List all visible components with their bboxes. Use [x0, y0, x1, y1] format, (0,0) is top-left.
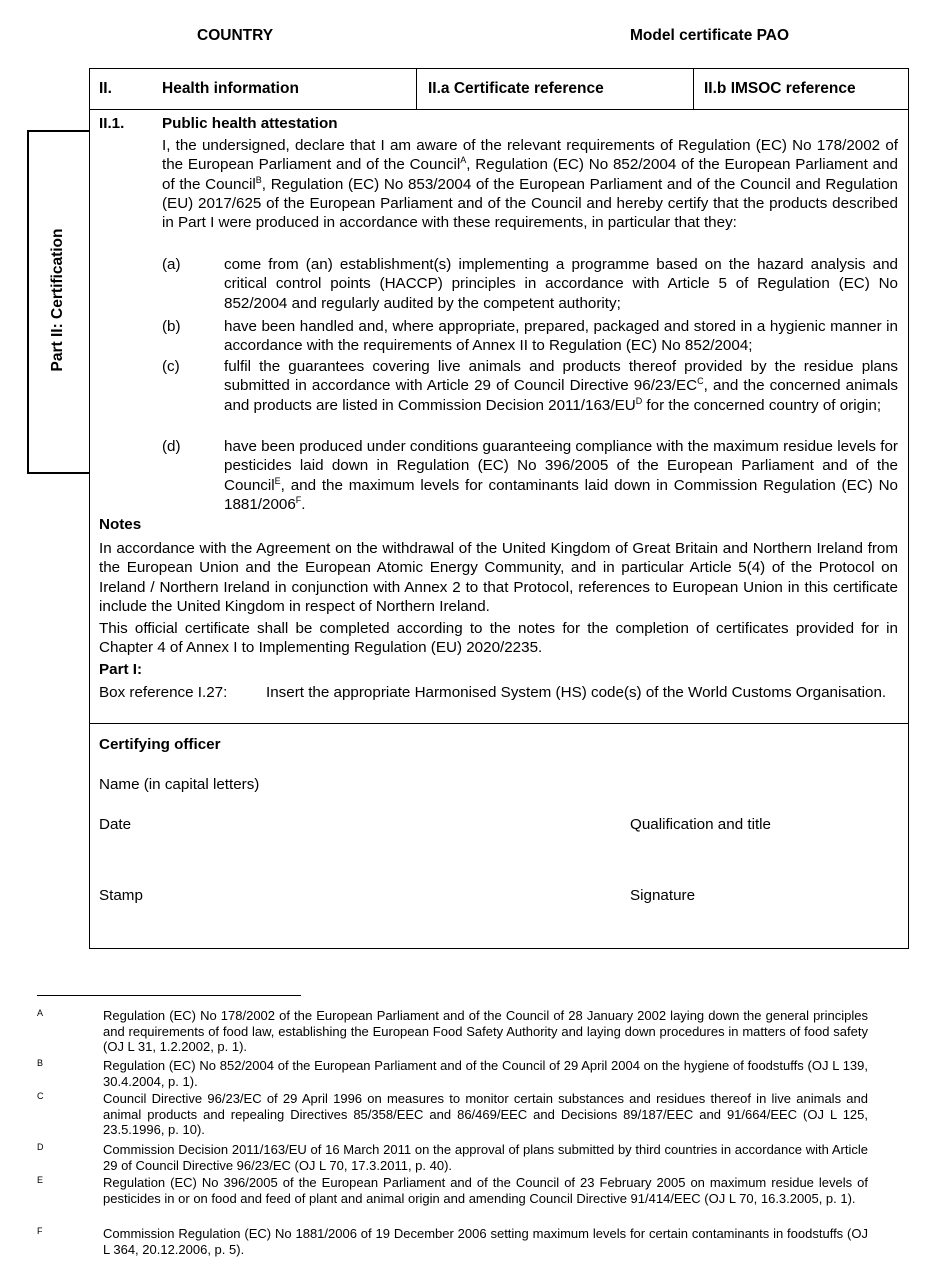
footnote-text: Commission Decision 2011/163/EU of 16 March 2011 on the approval of plans submitted by third countries in accordance with Article 29 of Council Directive 96/23/EC (OJ L 70, 17.3.2011, p. 40).	[103, 1142, 868, 1173]
footnote-ref: C	[697, 376, 704, 387]
footnote-ref: E	[274, 475, 281, 486]
footnote-ref: D	[635, 395, 643, 406]
signature-field-label: Signature	[630, 887, 696, 904]
footnote-text: Regulation (EC) No 852/2004 of the European Parliament and of the Council of 29 April 2004 on the hygiene of foodstuffs (OJ L 139, 30.4.2004, p. 1).	[103, 1058, 868, 1089]
footnote-mark: C	[37, 1091, 44, 1101]
footnote-mark: B	[37, 1058, 44, 1068]
certificate-reference-cell: II.a Certificate reference	[428, 80, 604, 97]
box-reference-label: Box reference I.27:	[99, 684, 228, 701]
footnote-ref: A	[460, 155, 467, 166]
header-column-divider	[416, 68, 417, 110]
side-label: Part II: Certification	[49, 228, 66, 372]
footnote-text: Regulation (EC) No 178/2002 of the European Parliament and of the Council of 28 January 2002 laying down the general principles and requirements of food law, establishing the European Food Safety Authority and laying down procedures in matters of food safety (OJ L 31, 1.2.2002, p. 1).	[103, 1008, 868, 1055]
footnote-text: Regulation (EC) No 396/2005 of the European Parliament and of the Council of 23 February 2005 on maximum residue levels of pesticides in or on food and feed of plant and animal origin and amending Council Directive 91/414/EEC (OJ L 70, 16.3.2005, p. 1).	[103, 1175, 868, 1206]
footnote-ref: B	[255, 174, 262, 185]
header-column-divider	[693, 68, 694, 110]
footnote-ref: F	[295, 494, 302, 505]
attestation-title: Public health attestation	[162, 115, 338, 132]
item-letter: (d)	[162, 438, 181, 455]
attestation-number: II.1.	[99, 115, 125, 132]
stamp-field-label: Stamp	[99, 887, 143, 904]
attestation-intro: I, the undersigned, declare that I am aware of the relevant requirements of Regulation (EC) No 178/2002 of the European Parliament and of the Council$^A$, Regulation (EC) No 852/2004 of the European Parliament and of the Council$^B$, Regulation (EC) No 853/2004 of the European Parliament and of the Council and Regulation (EU) 2017/625 of the European Parliament and of the Council and hereby certify that the products described in Part I were produced in accordance with these requirements, in particular that they:	[162, 137, 898, 232]
item-text: have been produced under conditions guaranteeing compliance with the maximum residue levels for pesticides laid down in Regulation (EC) No 396/2005 of the European Parliament and of the Council$^E$, and the maximum levels for contaminants laid down in Commission Regulation (EC) No $1881/2006^F$.	[224, 438, 898, 513]
item-text: fulfil the guarantees covering live animals and products thereof provided by the residue plans submitted in accordance with Article 29 of Council Directive $96/23/EC^C$, and the concerned animals and products are listed in Commission Decision $2011/163/EU^D$ for the concerned country of origin;	[224, 358, 899, 414]
footnote-text: Council Directive 96/23/EC of 29 April 1996 on measures to monitor certain substances and residues thereof in live animals and animal products and repealing Directives 85/358/EEC and 86/469/EEC and Decisions 89/187/EEC and 91/664/EEC (OJ L 125, 23.5.1996, p. 10).	[103, 1091, 868, 1138]
notes-title: Notes	[99, 516, 142, 533]
footnote-separator	[37, 995, 301, 996]
country-header: COUNTRY	[197, 27, 274, 44]
box-reference-text: Insert the appropriate Harmonised System (HS) code(s) of the World Customs Organisation.	[266, 684, 887, 701]
imsoc-reference-cell: II.b IMSOC reference	[704, 80, 856, 97]
officer-section-divider	[89, 723, 909, 724]
model-certificate-header: Model certificate PAO	[630, 27, 790, 44]
header-row-divider	[89, 109, 909, 110]
item-letter: (b)	[162, 318, 181, 335]
item-letter: (a)	[162, 256, 181, 273]
part1-title: Part I:	[99, 661, 143, 678]
footnote-mark: E	[37, 1175, 44, 1185]
section-title: Health information	[162, 80, 299, 97]
footnote-mark: A	[37, 1008, 44, 1018]
date-field-label: Date	[99, 816, 132, 833]
item-text: come from (an) establishment(s) implementing a programme based on the hazard analysis and critical control points (HACCP) principles in accordance with Article 5 of Regulation (EC) No 852/2004 and regularly audited by the competent authority;	[224, 256, 898, 312]
footnote-mark: F	[37, 1226, 43, 1236]
footnote-mark: D	[37, 1142, 44, 1152]
qualification-field-label: Qualification and title	[630, 816, 771, 833]
footnote-text: Commission Regulation (EC) No 1881/2006 of 19 December 2006 setting maximum levels for certain contaminants in foodstuffs (OJ L 364, 20.12.2006, p. 5).	[103, 1226, 868, 1257]
notes-paragraph: In accordance with the Agreement on the withdrawal of the United Kingdom of Great Britain and Northern Ireland from the European Union and the European Atomic Energy Community, and in particular Article 5(4) of the Protocol on Ireland / Northern Ireland in conjunction with Annex 2 to that Protocol, references to European Union in this certificate include the United Kingdom in respect of Northern Ireland.	[99, 540, 898, 615]
name-field-label: Name (in capital letters)	[99, 776, 260, 793]
section-number: II.	[99, 80, 112, 97]
certifying-officer-title: Certifying officer	[99, 736, 221, 753]
notes-paragraph: This official certificate shall be completed according to the notes for the completion of certificates provided for in Chapter 4 of Annex I to Implementing Regulation (EU) 2020/2235.	[99, 620, 898, 657]
item-text: have been handled and, where appropriate, prepared, packaged and stored in a hygienic manner in accordance with the requirements of Annex II to Regulation (EC) No 852/2004;	[224, 318, 898, 355]
item-letter: (c)	[162, 358, 180, 375]
